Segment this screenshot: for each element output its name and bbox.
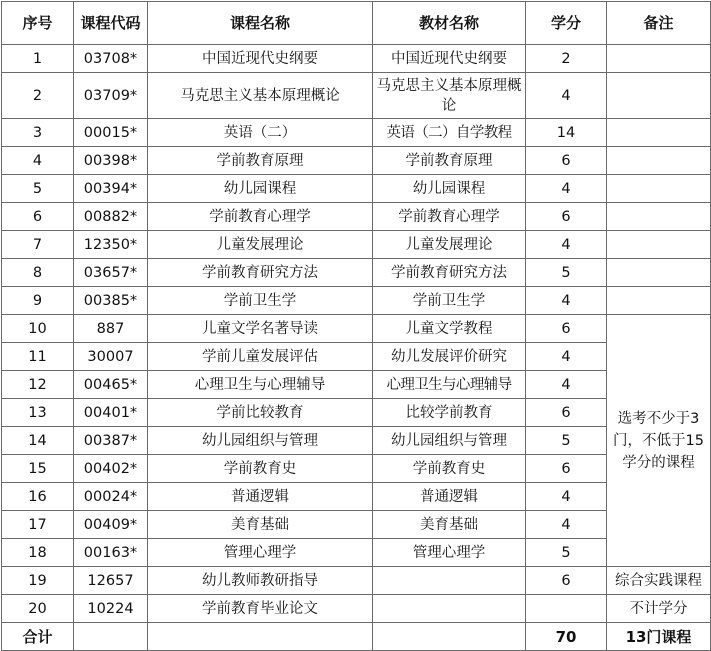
row-code: 12657 xyxy=(74,567,148,595)
row-credits: 4 xyxy=(526,483,607,511)
total-code xyxy=(74,623,148,651)
row-code: 00387* xyxy=(74,427,148,455)
table-row xyxy=(2,455,711,483)
row-code: 00398* xyxy=(74,147,148,175)
row-note xyxy=(607,231,711,259)
row-textbook: 学前教育史 xyxy=(373,455,526,483)
table-row xyxy=(2,427,711,455)
row-course: 中国近现代史纲要 xyxy=(148,45,373,73)
row-textbook: 心理卫生与心理辅导 xyxy=(373,371,526,399)
row-code: 00024* xyxy=(74,483,148,511)
row-code: 00401* xyxy=(74,399,148,427)
table-row xyxy=(2,287,711,315)
header-textbook: 教材名称 xyxy=(373,2,526,45)
row-textbook: 学前教育研究方法 xyxy=(373,259,526,287)
row-course: 学前教育史 xyxy=(148,455,373,483)
row-course: 普通逻辑 xyxy=(148,483,373,511)
row-credits: 4 xyxy=(526,73,607,119)
row-no: 5 xyxy=(2,175,74,203)
table-row xyxy=(2,399,711,427)
table-row xyxy=(2,371,711,399)
row-textbook: 英语（二）自学教程 xyxy=(373,119,526,147)
row-course: 英语（二） xyxy=(148,119,373,147)
row-course: 学前卫生学 xyxy=(148,287,373,315)
row-credits: 4 xyxy=(526,371,607,399)
row-note xyxy=(607,287,711,315)
row-no: 6 xyxy=(2,203,74,231)
table-row xyxy=(2,511,711,539)
row-code: 00015* xyxy=(74,119,148,147)
row-credits: 4 xyxy=(526,287,607,315)
row-code: 00465* xyxy=(74,371,148,399)
header-no: 序号 xyxy=(2,2,74,45)
row-no: 12 xyxy=(2,371,74,399)
row-credits xyxy=(526,595,607,623)
row-credits: 6 xyxy=(526,455,607,483)
header-code: 课程代码 xyxy=(74,2,148,45)
row-credits: 6 xyxy=(526,567,607,595)
row-no: 17 xyxy=(2,511,74,539)
table-row xyxy=(2,119,711,147)
row-credits: 2 xyxy=(526,45,607,73)
row-code: 00163* xyxy=(74,539,148,567)
row-course: 管理心理学 xyxy=(148,539,373,567)
table-row xyxy=(2,343,711,371)
row-note xyxy=(607,203,711,231)
row-no: 15 xyxy=(2,455,74,483)
row-course: 学前教育心理学 xyxy=(148,203,373,231)
row-textbook: 幼儿园组织与管理 xyxy=(373,427,526,455)
row-textbook: 普通逻辑 xyxy=(373,483,526,511)
row-course: 幼儿教师教研指导 xyxy=(148,567,373,595)
total-textbook xyxy=(373,623,526,651)
row-course: 学前儿童发展评估 xyxy=(148,343,373,371)
row-no: 3 xyxy=(2,119,74,147)
row-code: 00385* xyxy=(74,287,148,315)
total-row xyxy=(2,623,711,651)
row-course: 儿童发展理论 xyxy=(148,231,373,259)
row-textbook: 比较学前教育 xyxy=(373,399,526,427)
row-code: 30007 xyxy=(74,343,148,371)
row-course: 学前比较教育 xyxy=(148,399,373,427)
row-credits: 6 xyxy=(526,203,607,231)
row-course: 幼儿园课程 xyxy=(148,175,373,203)
row-note xyxy=(607,119,711,147)
header-row xyxy=(2,2,711,45)
row-textbook: 马克思主义基本原理概论 xyxy=(373,73,526,119)
total-course xyxy=(148,623,373,651)
row-code: 10224 xyxy=(74,595,148,623)
row-credits: 14 xyxy=(526,119,607,147)
row-code: 00394* xyxy=(74,175,148,203)
row-note: 综合实践课程 xyxy=(607,567,711,595)
header-course: 课程名称 xyxy=(148,2,373,45)
row-no: 20 xyxy=(2,595,74,623)
row-textbook: 学前卫生学 xyxy=(373,287,526,315)
course-table xyxy=(1,1,711,651)
row-no: 10 xyxy=(2,315,74,343)
table-row xyxy=(2,45,711,73)
row-no: 9 xyxy=(2,287,74,315)
row-course: 心理卫生与心理辅导 xyxy=(148,371,373,399)
row-textbook: 中国近现代史纲要 xyxy=(373,45,526,73)
table-row xyxy=(2,73,711,119)
table-row xyxy=(2,595,711,623)
row-note xyxy=(607,73,711,119)
row-no: 7 xyxy=(2,231,74,259)
row-textbook: 美育基础 xyxy=(373,511,526,539)
row-no: 14 xyxy=(2,427,74,455)
row-no: 2 xyxy=(2,73,74,119)
table-row xyxy=(2,175,711,203)
row-textbook: 儿童文学教程 xyxy=(373,315,526,343)
row-note: 不计学分 xyxy=(607,595,711,623)
row-no: 16 xyxy=(2,483,74,511)
row-credits: 5 xyxy=(526,539,607,567)
row-code: 03709* xyxy=(74,73,148,119)
row-no: 13 xyxy=(2,399,74,427)
total-note: 13门课程 xyxy=(607,623,711,651)
row-course: 美育基础 xyxy=(148,511,373,539)
row-code: 03708* xyxy=(74,45,148,73)
row-course: 学前教育毕业论文 xyxy=(148,595,373,623)
table-row xyxy=(2,483,711,511)
row-course: 学前教育原理 xyxy=(148,147,373,175)
row-note xyxy=(607,259,711,287)
row-no: 1 xyxy=(2,45,74,73)
row-credits: 6 xyxy=(526,399,607,427)
row-no: 11 xyxy=(2,343,74,371)
row-course: 幼儿园组织与管理 xyxy=(148,427,373,455)
table-row xyxy=(2,567,711,595)
row-no: 4 xyxy=(2,147,74,175)
row-code: 03657* xyxy=(74,259,148,287)
row-textbook: 幼儿发展评价研究 xyxy=(373,343,526,371)
row-credits: 6 xyxy=(526,147,607,175)
row-note xyxy=(607,175,711,203)
row-course: 学前教育研究方法 xyxy=(148,259,373,287)
row-credits: 4 xyxy=(526,343,607,371)
row-textbook: 幼儿园课程 xyxy=(373,175,526,203)
table-row xyxy=(2,259,711,287)
row-credits: 4 xyxy=(526,231,607,259)
elective-note: 选考不少于3门，不低于15学分的课程 xyxy=(607,315,711,567)
total-label: 合计 xyxy=(2,623,74,651)
row-no: 18 xyxy=(2,539,74,567)
table-row xyxy=(2,231,711,259)
row-credits: 5 xyxy=(526,427,607,455)
header-credits: 学分 xyxy=(526,2,607,45)
row-textbook xyxy=(373,567,526,595)
row-code: 887 xyxy=(74,315,148,343)
row-no: 19 xyxy=(2,567,74,595)
table-row xyxy=(2,147,711,175)
row-credits: 6 xyxy=(526,315,607,343)
row-credits: 5 xyxy=(526,259,607,287)
row-textbook: 学前教育心理学 xyxy=(373,203,526,231)
row-credits: 4 xyxy=(526,511,607,539)
row-course: 马克思主义基本原理概论 xyxy=(148,73,373,119)
table-row xyxy=(2,315,711,343)
row-textbook: 学前教育原理 xyxy=(373,147,526,175)
row-textbook: 儿童发展理论 xyxy=(373,231,526,259)
row-textbook: 管理心理学 xyxy=(373,539,526,567)
row-code: 00882* xyxy=(74,203,148,231)
table-row xyxy=(2,539,711,567)
table-row xyxy=(2,203,711,231)
row-note xyxy=(607,45,711,73)
row-code: 00409* xyxy=(74,511,148,539)
row-credits: 4 xyxy=(526,175,607,203)
total-credits: 70 xyxy=(526,623,607,651)
row-textbook xyxy=(373,595,526,623)
row-code: 00402* xyxy=(74,455,148,483)
row-note xyxy=(607,147,711,175)
row-code: 12350* xyxy=(74,231,148,259)
header-note: 备注 xyxy=(607,2,711,45)
row-course: 儿童文学名著导读 xyxy=(148,315,373,343)
row-no: 8 xyxy=(2,259,74,287)
